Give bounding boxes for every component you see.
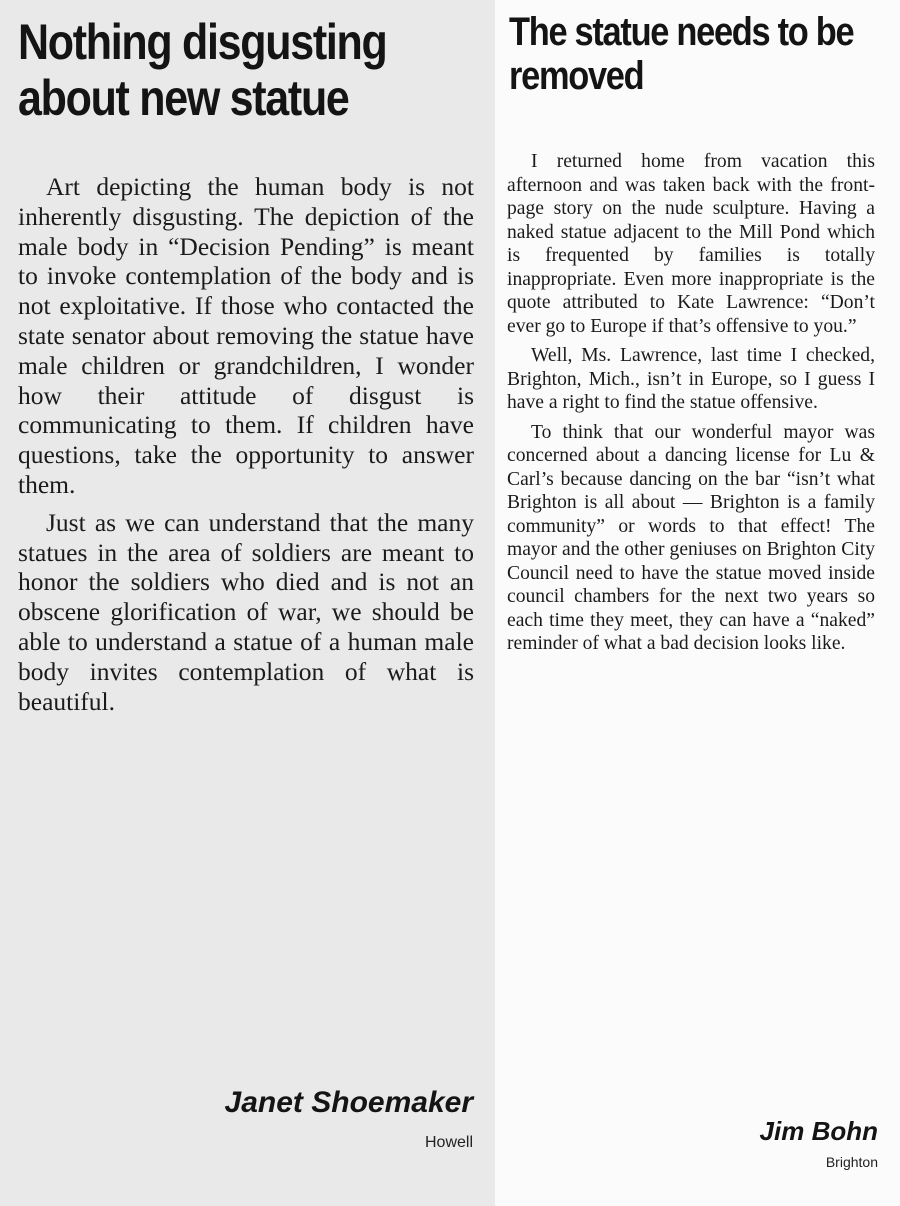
left-paragraph-1: Art depicting the human body is not inherently disgusting. The depiction of the male body in “Decision Pending” is meant to invoke contemplation of the body and is not exploitative. If those who contacted the state senator about removing the statue have male children or grandchildren, I wonder how their attitude of disgust is communicating to them. If children have questions, take the opportunity to answer them. <box>18 172 474 499</box>
left-letter-headline <box>18 14 500 126</box>
right-headline-text: The statue needs to be removed <box>509 10 854 98</box>
left-letter-body <box>18 172 474 724</box>
left-paragraph-2: Just as we can understand that the many statues in the area of soldiers are meant to honor the soldiers who died and is not an obscene glorification of war, we should be able to understand a statue of a human male body invites contemplation of what is beautiful. <box>18 507 474 716</box>
right-letter-body <box>507 150 875 662</box>
left-headline-text: Nothing disgusting about new statue <box>18 14 387 126</box>
left-letter-author: Janet Shoemaker <box>224 1086 473 1119</box>
right-paragraph-2: Well, Ms. Lawrence, last time I checked, Brighton, Mich., isn’t in Europe, so I guess I have a right to find the statue offensive. <box>507 345 875 413</box>
right-letter-headline <box>509 10 900 98</box>
right-paragraph-1: I returned home from vacation this afternoon and was taken back with the front-page story on the nude sculpture. Having a naked statue adjacent to the Mill Pond which is frequented by families is totally inappropriate. Even more inappropriate is the quote attributed to Kate Lawrence: “Don’t ever go to Europe if that’s offensive to you.” <box>507 151 875 337</box>
left-letter-location: Howell <box>424 1134 473 1151</box>
letter-right <box>495 0 900 1206</box>
right-paragraph-3: To think that our wonderful mayor was concerned about a dancing license for Lu & Carl’s because dancing on the bar “isn’t what Brighton is all about — Brighton is a family community” or words to that effect! The mayor and the other geniuses on Brighton City Council need to have the statue moved inside council chambers for the next two years so each time they meet, they can have a “naked” reminder of what a bad decision looks like. <box>507 421 875 654</box>
right-letter-location: Brighton <box>825 1154 878 1170</box>
right-letter-author: Jim Bohn <box>759 1116 878 1146</box>
